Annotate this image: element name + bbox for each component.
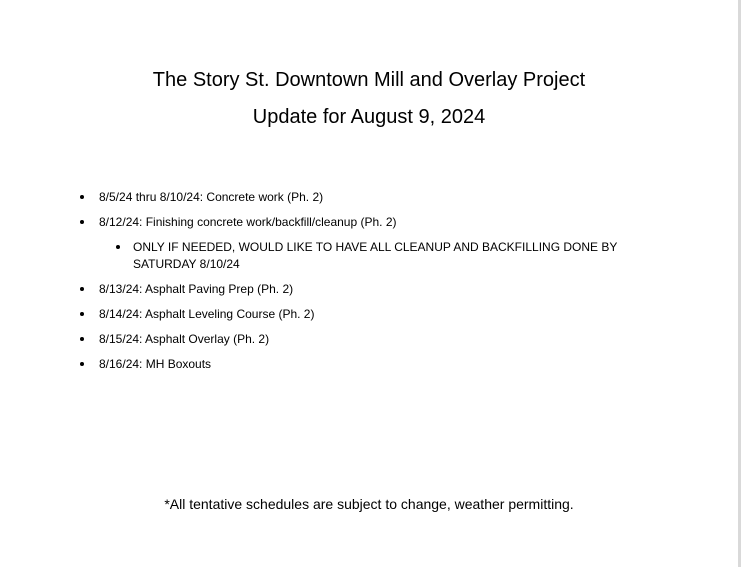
list-item-text: 8/13/24: Asphalt Paving Prep (Ph. 2)	[99, 282, 294, 296]
list-item	[99, 281, 679, 298]
list-item	[99, 356, 679, 373]
bullet-icon	[80, 362, 84, 366]
page-title: The Story St. Downtown Mill and Overlay Project	[152, 69, 586, 91]
list-item	[99, 331, 679, 348]
list-item-text: 8/16/24: MH Boxouts	[99, 357, 212, 371]
sub-list-item-text: ONLY IF NEEDED, WOULD LIKE TO HAVE ALL CLEANUP AND BACKFILLING DONE BY SATURDAY 8/10/24	[133, 240, 618, 271]
footnote: *All tentative schedules are subject to change, weather permitting.	[164, 496, 574, 512]
bullet-icon	[116, 245, 120, 249]
list-item	[99, 306, 679, 323]
list-item-text: 8/15/24: Asphalt Overlay (Ph. 2)	[99, 332, 270, 346]
list-item-text: 8/12/24: Finishing concrete work/backfill/cleanup (Ph. 2)	[99, 215, 397, 229]
list-item	[99, 189, 679, 206]
bullet-icon	[80, 312, 84, 316]
bullet-icon	[80, 195, 84, 199]
list-item	[99, 214, 679, 231]
bullet-icon	[80, 337, 84, 341]
bullet-icon	[80, 220, 84, 224]
list-item-text: 8/5/24 thru 8/10/24: Concrete work (Ph. 2)	[99, 190, 324, 204]
schedule-list	[99, 189, 679, 381]
sub-list-item	[133, 239, 668, 273]
page-subtitle: Update for August 9, 2024	[252, 106, 486, 128]
bullet-icon	[80, 287, 84, 291]
list-item-text: 8/14/24: Asphalt Leveling Course (Ph. 2)	[99, 307, 315, 321]
